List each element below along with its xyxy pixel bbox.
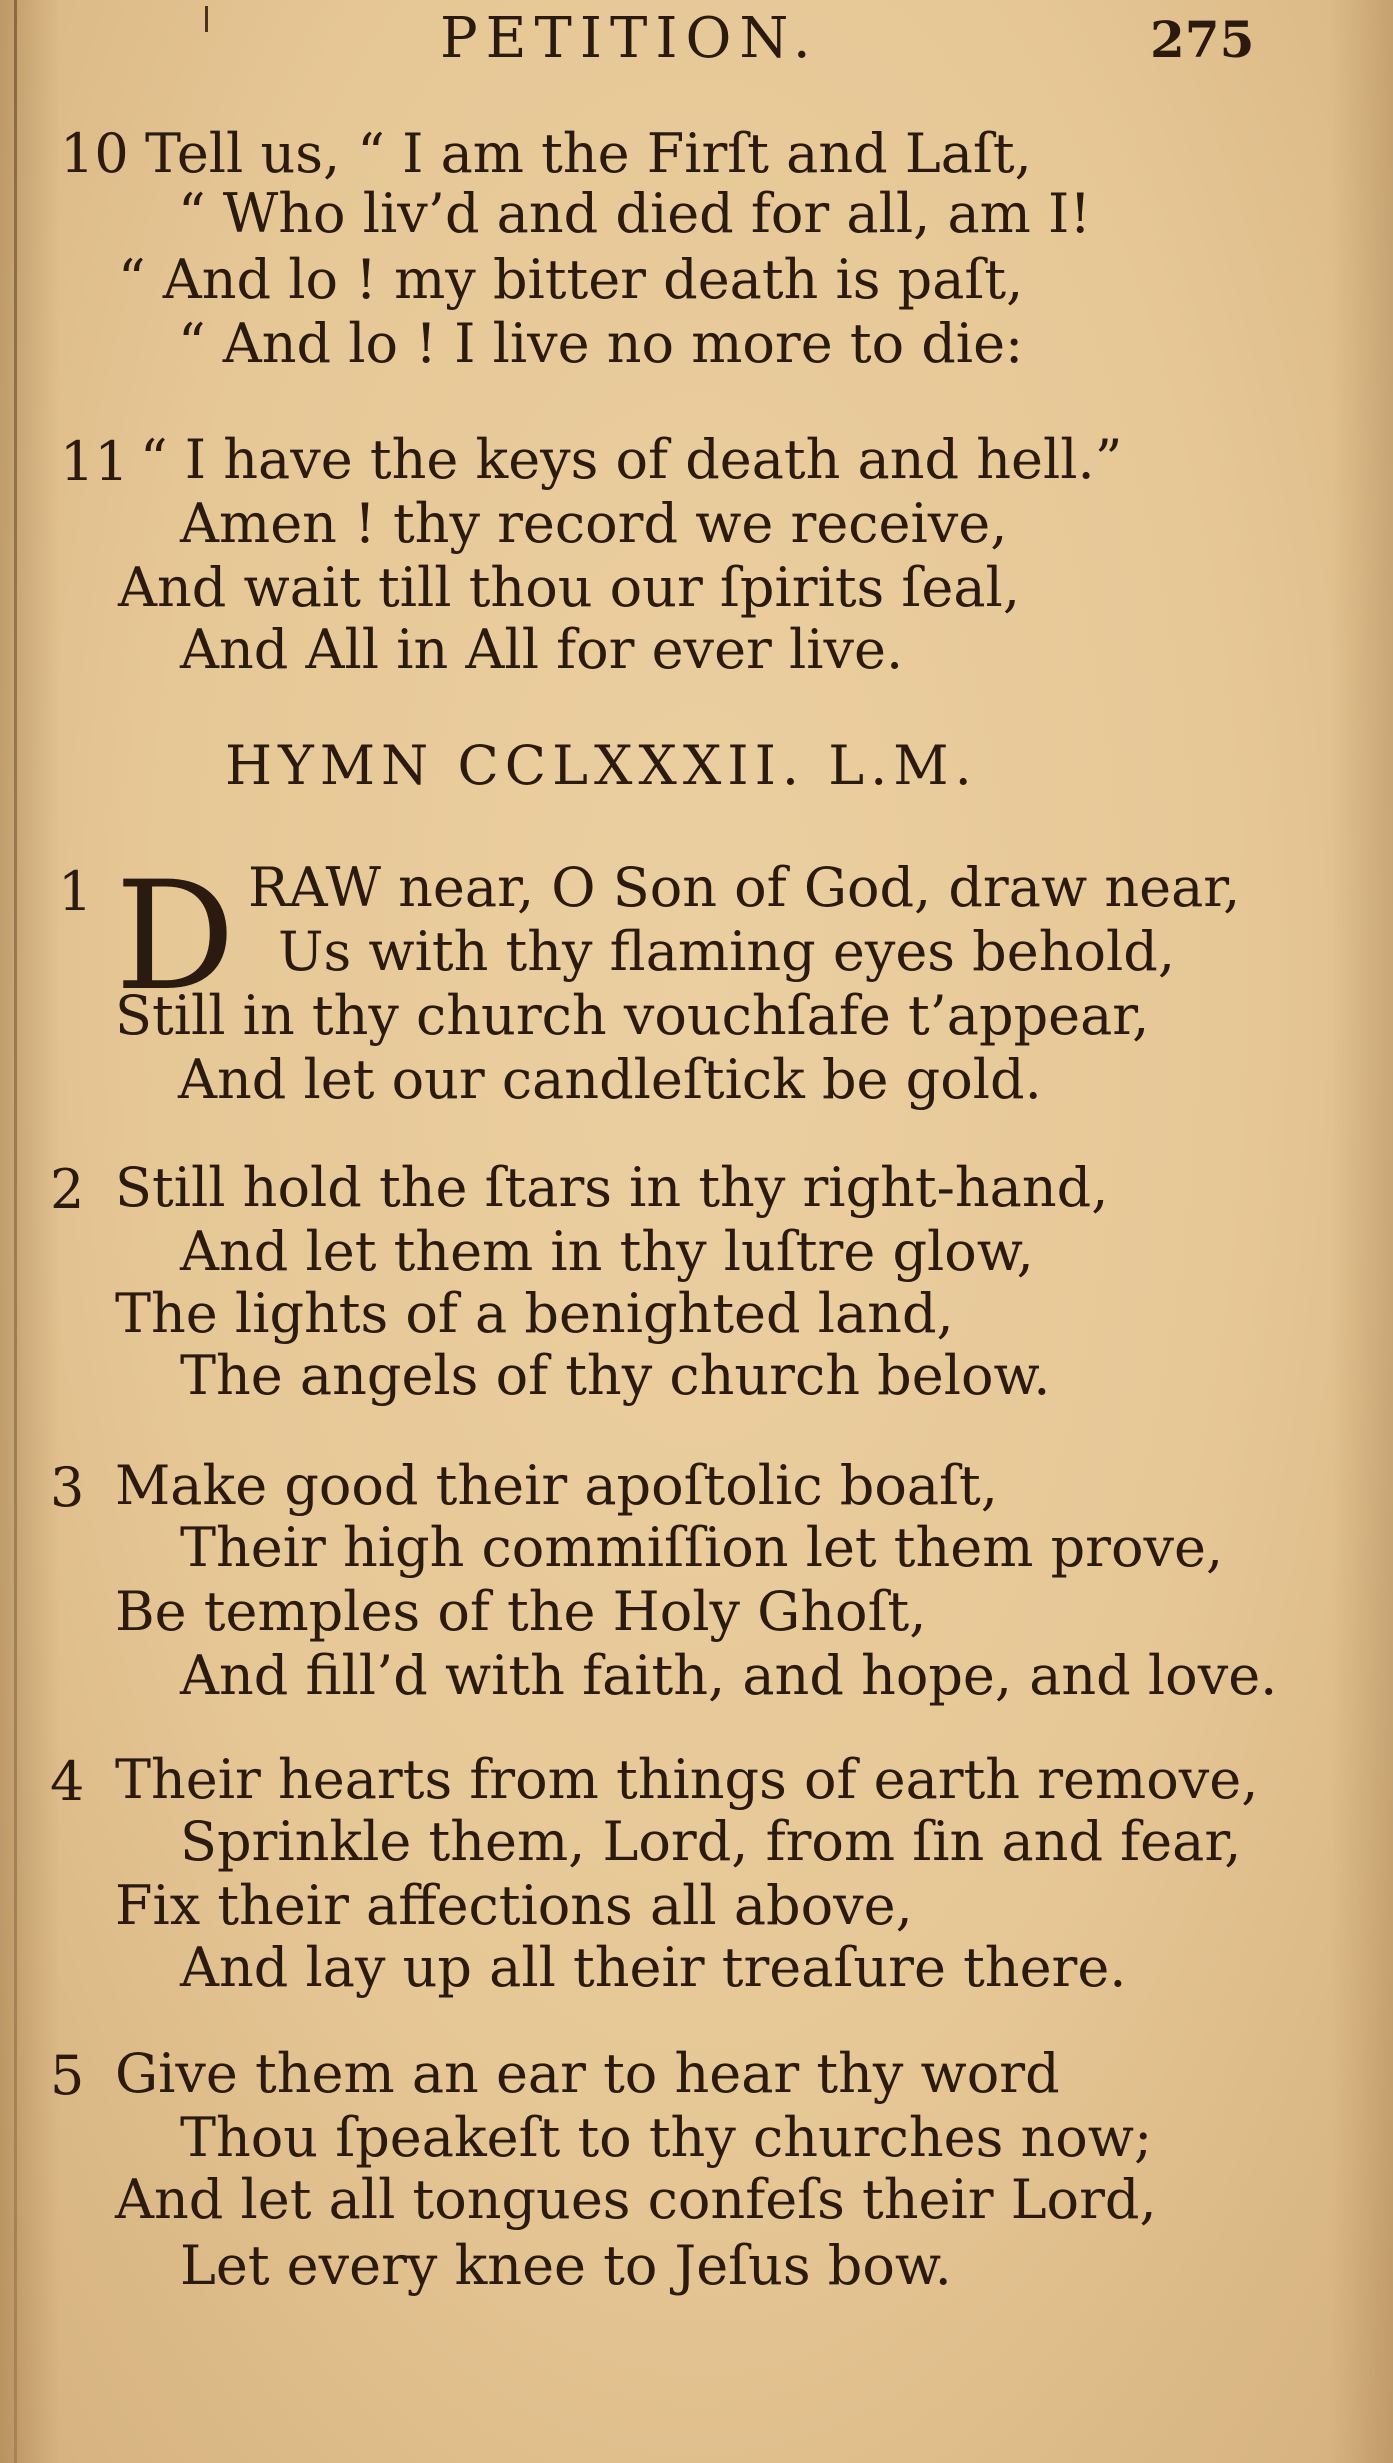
verse-line: And let our candleſtick be gold. [178, 1048, 1042, 1111]
verse-number: 3 [50, 1456, 85, 1519]
verse-number: 11 [60, 430, 129, 493]
verse-line: Thou ſpeakeſt to thy churches now; [180, 2106, 1153, 2169]
verse-number: 10 [60, 122, 129, 185]
verse-line: And All in All for ever live. [180, 618, 904, 681]
verse-line: And lay up all their treaſure there. [180, 1936, 1127, 1999]
header-mark [205, 6, 208, 32]
verse-line: Amen ! thy record we receive, [180, 492, 1008, 555]
verse-line: Make good their apoſtolic boaſt, [115, 1454, 998, 1517]
verse-number: 1 [58, 860, 93, 923]
verse-line: Be temples of the Holy Ghoſt, [115, 1580, 927, 1643]
verse-line: The lights of a benighted land, [115, 1282, 954, 1345]
verse-line: Still in thy church vouchſafe t’appear, [115, 984, 1150, 1047]
verse-line: “ And lo ! I live no more to die: [178, 312, 1024, 375]
drop-capital: D [115, 850, 236, 1024]
verse-line: And wait till thou our ſpirits ſeal, [118, 556, 1020, 619]
verse-line: And fill’d with faith, and hope, and love. [180, 1644, 1278, 1707]
hymn-title: HYMN CCLXXXII. L.M. [225, 734, 978, 797]
verse-line: Fix their affections all above, [115, 1874, 913, 1937]
verse-line: RAW near, O Son of God, draw near, [248, 856, 1241, 919]
verse-line: Give them an ear to hear thy word [115, 2042, 1060, 2105]
verse-line: The angels of thy church below. [180, 1344, 1051, 1407]
page-gutter [14, 0, 17, 2463]
verse-line: Sprinkle them, Lord, from ſin and fear, [180, 1810, 1242, 1873]
verse-line: And let all tongues confeſs their Lord, [115, 2168, 1157, 2231]
verse-number: 4 [50, 1750, 85, 1813]
verse-line: Let every knee to Jeſus bow. [180, 2234, 952, 2297]
running-header [0, 0, 1393, 80]
verse-line: And let them in thy luſtre glow, [180, 1220, 1034, 1283]
verse-line: Their high commiſſion let them prove, [180, 1516, 1224, 1579]
verse-line: Still hold the ſtars in thy right-hand, [115, 1156, 1109, 1219]
verse-line: Us with thy flaming eyes behold, [278, 920, 1175, 983]
verse-line: “ Who liv’d and died for all, am I! [178, 182, 1092, 245]
running-title: PETITION. [440, 6, 819, 71]
verse-line: Tell us, “ I am the Firſt and Laſt, [145, 122, 1032, 185]
verse-line: “ And lo ! my bitter death is paſt, [118, 248, 1024, 311]
page-number: 275 [1150, 10, 1255, 69]
verse-line: Their hearts from things of earth remove, [115, 1748, 1259, 1811]
verse-line: “ I have the keys of death and hell.” [140, 428, 1123, 491]
verse-number: 5 [50, 2044, 85, 2107]
verse-number: 2 [50, 1158, 85, 1221]
